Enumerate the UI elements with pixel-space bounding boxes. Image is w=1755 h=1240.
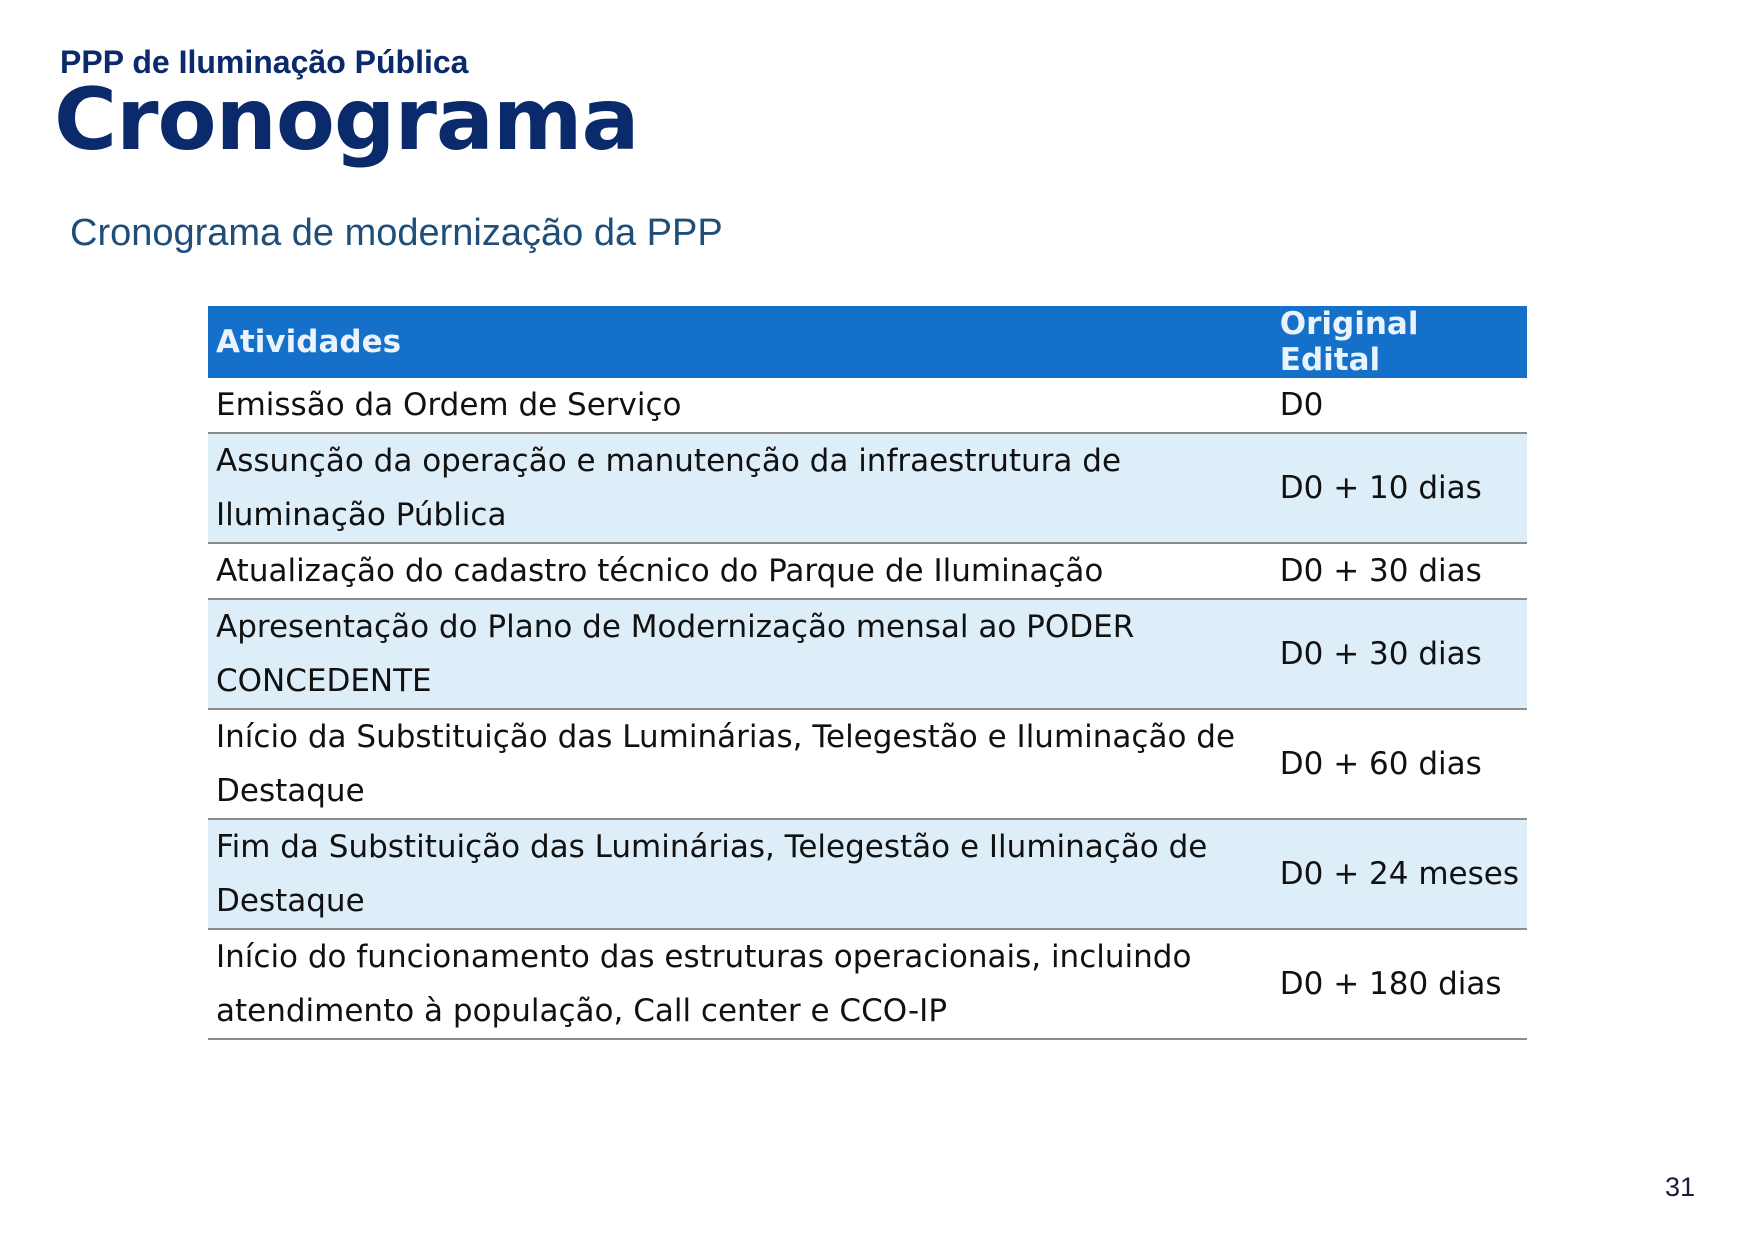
- table-header-row: [208, 306, 1527, 378]
- table-row: [208, 709, 1527, 819]
- header-activities: Atividades: [208, 306, 1272, 378]
- deadline-cell: D0 + 60 dias: [1272, 709, 1527, 819]
- table-row: [208, 819, 1527, 929]
- deadline-cell: D0 + 30 dias: [1272, 543, 1527, 599]
- table-row: [208, 378, 1527, 433]
- page-number: 31: [1664, 1172, 1695, 1202]
- slide-title: Cronograma: [54, 70, 639, 170]
- activity-cell: Fim da Substituição das Luminárias, Telegestão e Iluminação de Destaque: [208, 819, 1272, 929]
- activity-cell: Emissão da Ordem de Serviço: [208, 378, 1272, 433]
- table-row: [208, 433, 1527, 543]
- table-row: [208, 543, 1527, 599]
- deadline-cell: D0 + 180 dias: [1272, 929, 1527, 1039]
- header-original-edital: Original Edital: [1272, 306, 1527, 378]
- activity-cell: Apresentação do Plano de Modernização mensal ao PODER CONCEDENTE: [208, 599, 1272, 709]
- deadline-cell: D0 + 30 dias: [1272, 599, 1527, 709]
- deadline-cell: D0 + 24 meses: [1272, 819, 1527, 929]
- deadline-cell: D0 + 10 dias: [1272, 433, 1527, 543]
- deadline-cell: D0: [1272, 378, 1527, 433]
- slide-eyebrow: PPP de Iluminação Pública: [60, 44, 469, 80]
- activity-cell: Assunção da operação e manutenção da infraestrutura de Iluminação Pública: [208, 433, 1272, 543]
- schedule-table: [208, 306, 1527, 1040]
- activity-cell: Atualização do cadastro técnico do Parque de Iluminação: [208, 543, 1272, 599]
- activity-cell: Início do funcionamento das estruturas operacionais, incluindo atendimento à população, Call center e CCO-IP: [208, 929, 1272, 1039]
- slide-subtitle: Cronograma de modernização da PPP: [70, 212, 723, 254]
- table-row: [208, 929, 1527, 1039]
- activity-cell: Início da Substituição das Luminárias, Telegestão e Iluminação de Destaque: [208, 709, 1272, 819]
- table-row: [208, 599, 1527, 709]
